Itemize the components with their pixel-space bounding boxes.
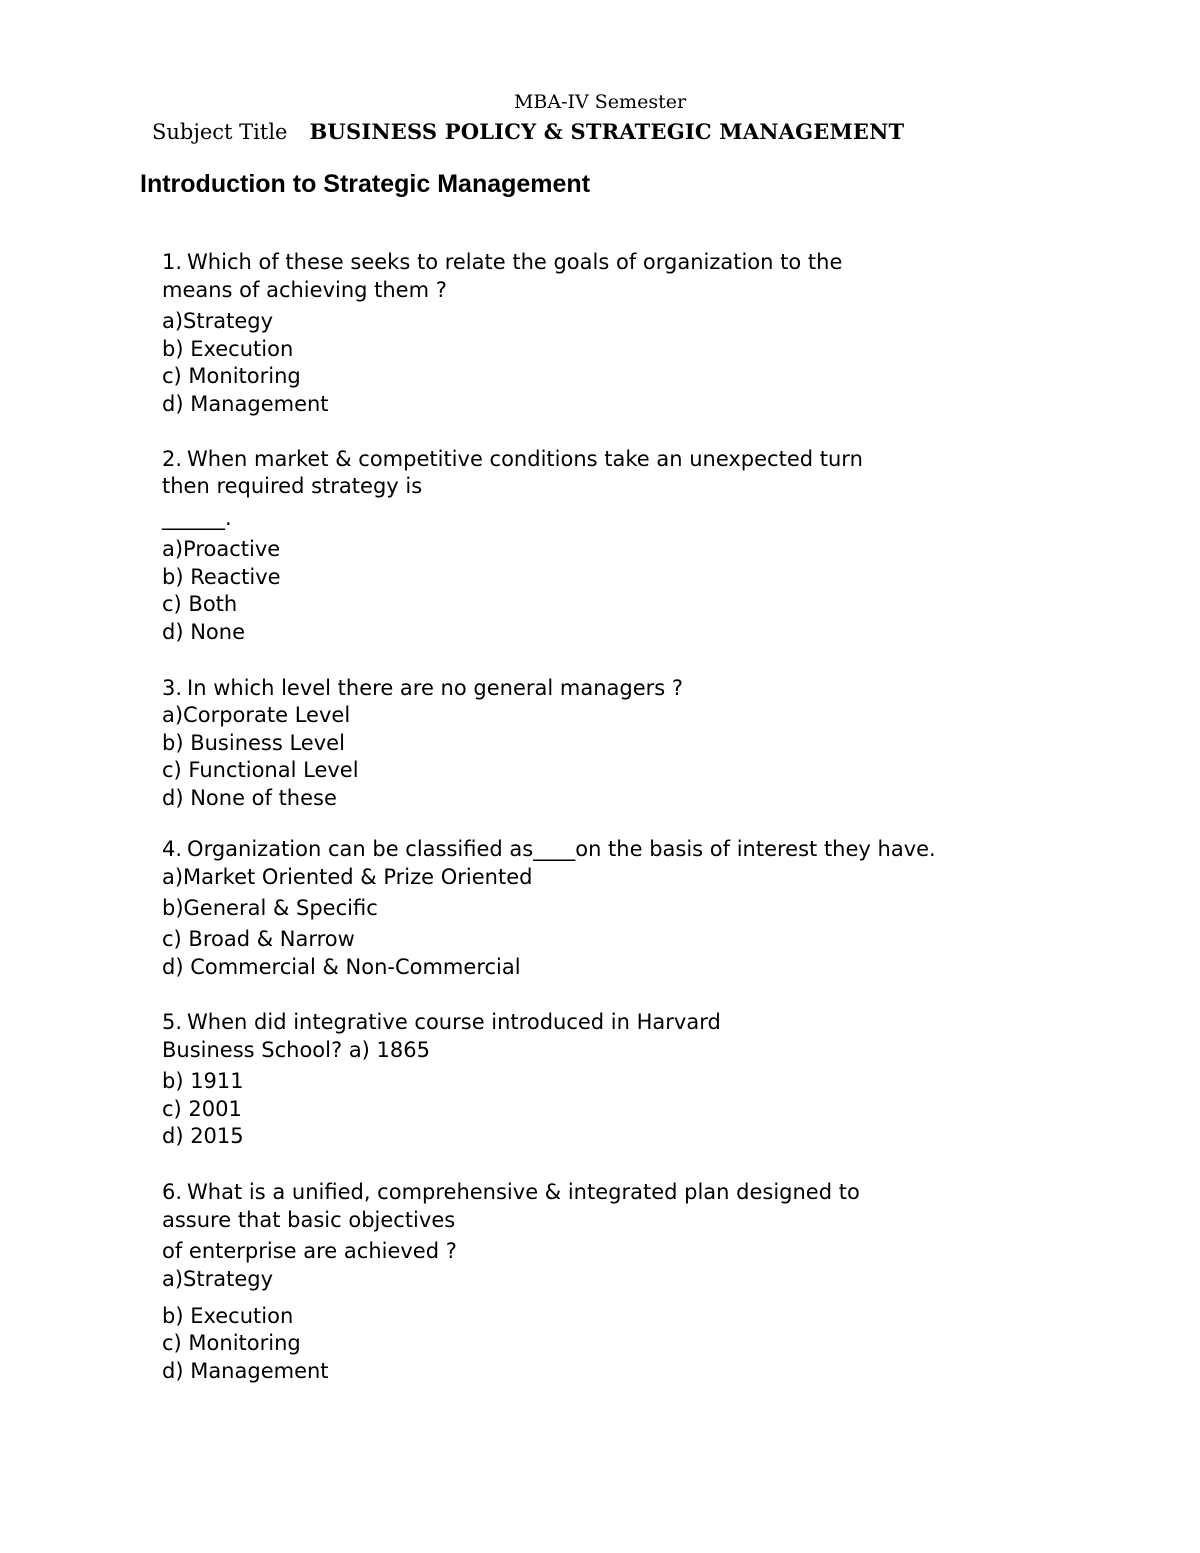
question-text-line: 2. When market & competitive conditions take an unexpected turn [162,447,863,471]
question-text-line: means of achieving them ? [162,278,447,302]
answer-option: b) Execution [162,1304,294,1328]
question-text-line: of enterprise are achieved ? [162,1239,457,1263]
question-number: 4. [162,837,183,861]
answer-option: d) Management [162,1359,329,1383]
question-text-line: Business School? a) 1865 [162,1038,430,1062]
question-blank: ______. [162,506,232,530]
answer-option: d) 2015 [162,1124,244,1148]
question-number: 6. [162,1180,183,1204]
question-number: 3. [162,676,183,700]
answer-option: a)Corporate Level [162,703,351,727]
question-number: 1. [162,250,183,274]
answer-option: c) Both [162,592,238,616]
answer-option: d) None [162,620,245,644]
answer-option: a)Proactive [162,537,281,561]
answer-option: b) Reactive [162,565,281,589]
question-text-line: then required strategy is [162,474,423,498]
answer-option: d) Management [162,392,329,416]
answer-option: b) Execution [162,337,294,361]
answer-option: b) Business Level [162,731,345,755]
question-text-line: 6. What is a unified, comprehensive & integrated plan designed to [162,1180,860,1204]
answer-option: c) Monitoring [162,364,301,388]
section-title: Introduction to Strategic Management [140,170,591,198]
answer-option: c) Broad & Narrow [162,927,355,951]
semester-heading: MBA-IV Semester [513,91,687,113]
question-text-line: 3. In which level there are no general managers ? [162,676,684,700]
question-text-line: 4. Organization can be classified as____on the basis of interest they have. [162,837,936,861]
answer-option: d) Commercial & Non-Commercial [162,955,521,979]
question-text-line: 5. When did integrative course introduced in Harvard [162,1010,721,1034]
answer-option: b)General & Specific [162,896,378,920]
subject-value: BUSINESS POLICY & STRATEGIC MANAGEMENT [309,119,905,144]
question-text-line: assure that basic objectives [162,1208,456,1232]
answer-option: d) None of these [162,786,337,810]
answer-option: b) 1911 [162,1069,244,1093]
answer-option: a)Strategy [162,309,274,333]
answer-option: c) Monitoring [162,1331,301,1355]
answer-option: c) Functional Level [162,758,359,782]
question-number: 5. [162,1010,183,1034]
subject-label: Subject Title [152,120,288,144]
question-text-line: 1. Which of these seeks to relate the goals of organization to the [162,250,843,274]
answer-option: a)Strategy [162,1267,274,1291]
answer-option: a)Market Oriented & Prize Oriented [162,865,533,889]
subject-title-line [152,119,904,144]
answer-option: c) 2001 [162,1097,242,1121]
question-number: 2. [162,447,183,471]
